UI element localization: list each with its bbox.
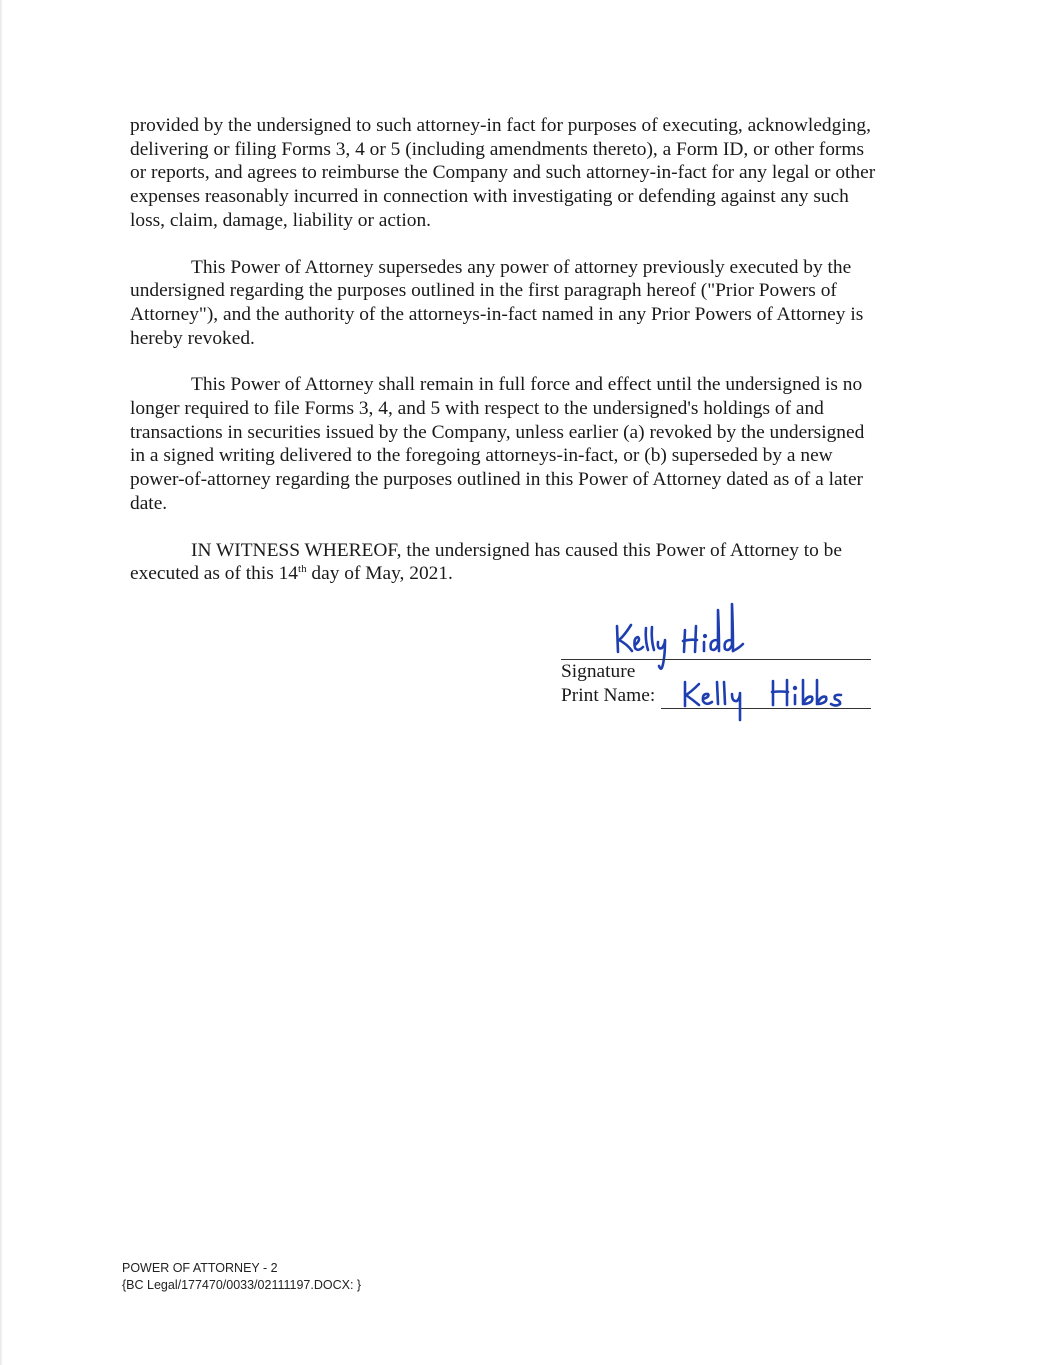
date-text-after: day of May, 2021. bbox=[306, 563, 453, 585]
text-line: in a signed writing delivered to the foregoing attorneys-in-fact, or (b) superseded by a new bbox=[130, 445, 833, 467]
date-ordinal-suffix: th bbox=[298, 563, 307, 576]
text-line: delivering or filing Forms 3, 4 or 5 (including amendments thereto), a Form ID, or other forms bbox=[130, 138, 865, 160]
paragraph-witness bbox=[130, 539, 930, 586]
paragraph-supersedes bbox=[130, 256, 930, 351]
text-line: longer required to file Forms 3, 4, and 5 with respect to the undersigned's holdings of and bbox=[130, 398, 824, 420]
handwritten-printed-name bbox=[677, 670, 857, 726]
text-line: expenses reasonably incurred in connection with investigating or defending against any such bbox=[130, 186, 849, 208]
page-footer bbox=[122, 1260, 361, 1294]
text-line: hereby revoked. bbox=[130, 327, 255, 349]
signature-block bbox=[561, 590, 873, 720]
text-line-date bbox=[130, 562, 930, 586]
text-line: power-of-attorney regarding the purposes outlined in this Power of Attorney dated as of a later bbox=[130, 469, 864, 491]
text-line: transactions in securities issued by the Company, unless earlier (a) revoked by the undersigned bbox=[130, 421, 865, 443]
text-line: or reports, and agrees to reimburse the Company and such attorney-in-fact for any legal or other bbox=[130, 162, 876, 184]
text-line: This Power of Attorney supersedes any power of attorney previously executed by the bbox=[191, 256, 852, 278]
text-line: This Power of Attorney shall remain in full force and effect until the undersigned is no bbox=[191, 374, 863, 396]
date-text-before: executed as of this 14 bbox=[130, 563, 299, 585]
text-line: date. bbox=[130, 492, 168, 514]
print-name-label: Print Name: bbox=[561, 685, 656, 706]
page-edge bbox=[0, 0, 3, 1365]
footer-document-reference: {BC Legal/177470/0033/02111197.DOCX: } bbox=[122, 1278, 362, 1292]
paragraph-duration bbox=[130, 373, 930, 515]
text-line: provided by the undersigned to such attorney-in fact for purposes of executing, acknowledging, bbox=[130, 115, 871, 136]
footer-title: POWER OF ATTORNEY - 2 bbox=[122, 1261, 278, 1275]
paragraph-indemnification bbox=[130, 114, 930, 233]
text-line: undersigned regarding the purposes outlined in the first paragraph hereof ("Prior Powers of bbox=[130, 280, 837, 302]
signature-label: Signature bbox=[561, 661, 636, 682]
text-line: loss, claim, damage, liability or action. bbox=[130, 209, 432, 231]
text-line: Attorney"), and the authority of the attorneys-in-fact named in any Prior Powers of Attorney is bbox=[130, 303, 864, 325]
document-body bbox=[130, 114, 930, 609]
text-line: IN WITNESS WHEREOF, the undersigned has caused this Power of Attorney to be bbox=[191, 539, 842, 561]
